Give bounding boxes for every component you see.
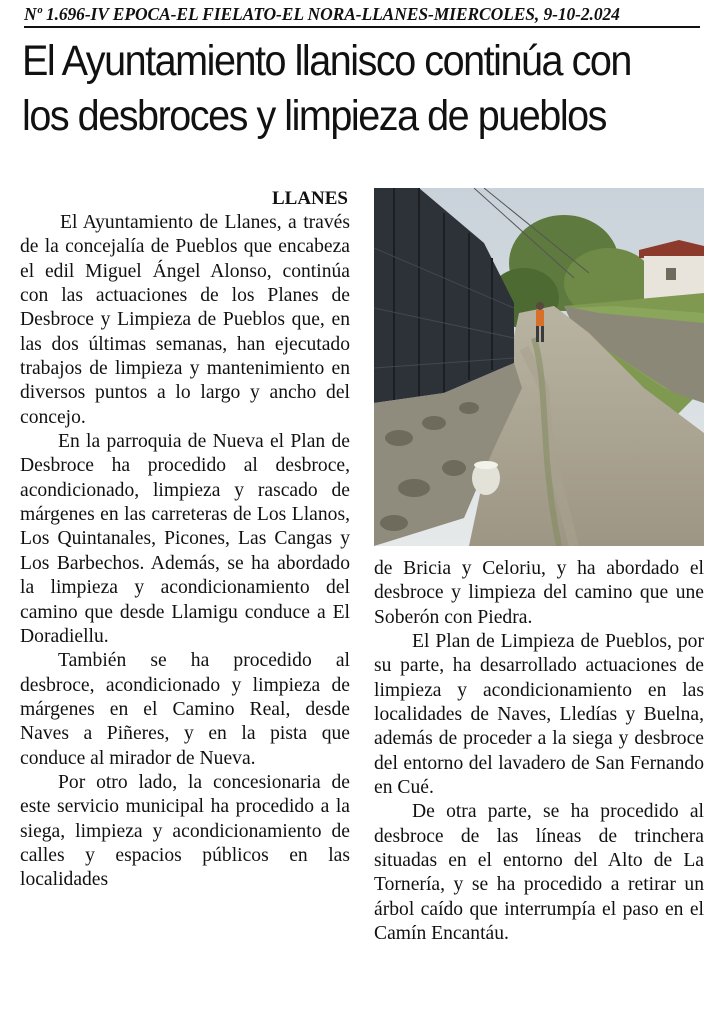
- dateline: LLANES: [271, 188, 348, 209]
- paragraph: Por otro lado, la concesionaria de este servicio municipal ha procedido a la siega, limpieza y acondicionamiento de calles y espacios públicos en las localidades: [20, 771, 350, 891]
- paragraph: De otra parte, se ha procedido al desbroce de las líneas de trinchera situadas en el entorno del Alto de La Tornería, y se ha procedido a retirar un árbol caído que interrumpía el paso en el Camín Encantáu.: [374, 801, 704, 945]
- paragraph: El Plan de Limpieza de Pueblos, por su parte, ha desarrollado actuaciones de limpieza y acondicionamiento en las localidades de Naves, Lledías y Buelna, además de proceder a la siega y desbroce del entorno del lavadero de San Fernando en Cué.: [374, 631, 704, 799]
- paragraph: También se ha procedido al desbroce, acondicionado y limpieza de márgenes en el Camino Real, desde Naves a Piñeres, y en la pista que conduce al mirador de Nueva.: [20, 650, 350, 769]
- article-column-2: [374, 557, 704, 947]
- headline-line-1: El Ayuntamiento llanisco continúa con: [22, 37, 631, 85]
- headline-line-2: los desbroces y limpieza de pueblos: [22, 92, 606, 140]
- paragraph: El Ayuntamiento de Llanes, a través de la concejalía de Pueblos que encabeza el edil Miguel Ángel Alonso, continúa con las actuaciones de los Planes de Desbroce y Limpieza de Pueblos que, en las dos últimas semanas, han ejecutado trabajos de limpieza y mantenimiento en diversos puntos a lo largo y ancho del concejo.: [20, 212, 350, 428]
- article-headline: [22, 34, 651, 144]
- article-photo: [374, 188, 704, 546]
- path-photo-illustration: [374, 188, 704, 546]
- newspaper-header: Nº 1.696-IV EPOCA-EL FIELATO-EL NORA-LLANES-MIERCOLES, 9-10-2.024: [24, 4, 700, 28]
- article-column-1: [20, 188, 350, 893]
- paragraph: de Bricia y Celoriu, y ha abordado el desbroce y limpieza del camino que une Soberón con Piedra.: [374, 558, 704, 628]
- paragraph: En la parroquia de Nueva el Plan de Desbroce ha procedido al desbroce, acondicionado, limpieza y rascado de márgenes en las carreteras de Los Llanos, Los Quintanales, Picones, Las Cangas y Los Barbechos. Además, se ha abordado la limpieza y acondicionamiento del camino que desde Llamigu conduce a El Doradiellu.: [20, 431, 350, 647]
